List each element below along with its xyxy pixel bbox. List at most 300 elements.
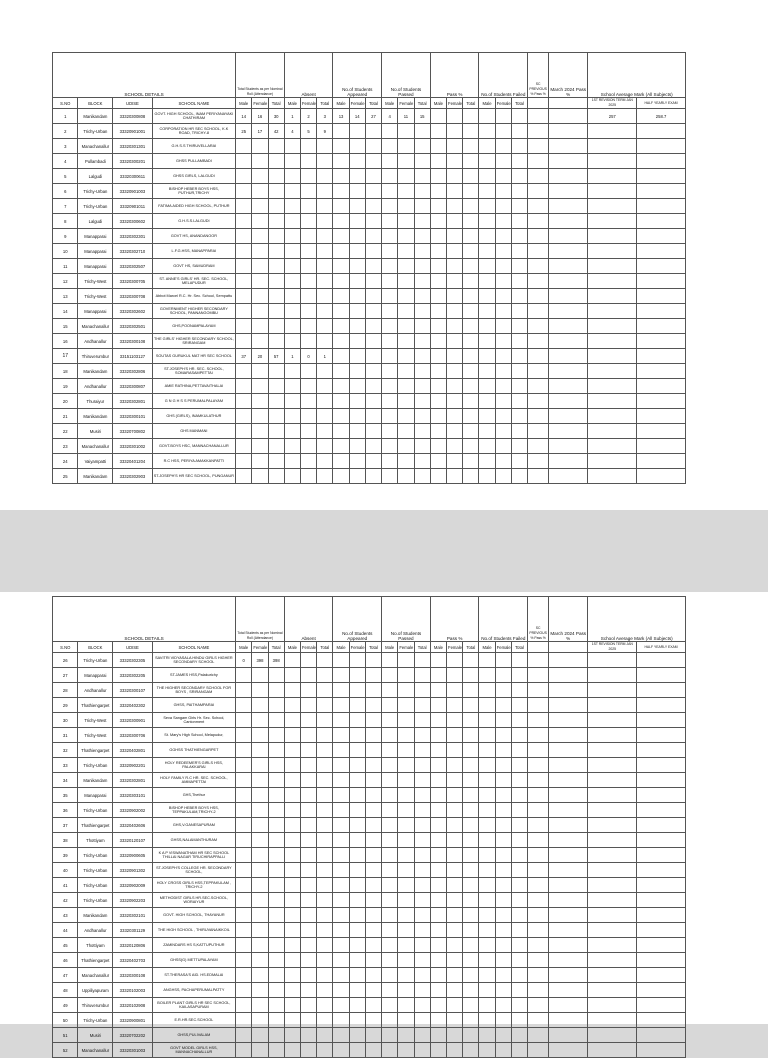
cell-ff	[495, 259, 511, 274]
cell-sno: 24	[53, 454, 78, 469]
cell-pf	[349, 683, 365, 698]
cell-sno: 28	[53, 683, 78, 698]
cell-qt	[414, 334, 430, 349]
cell-fm	[479, 818, 495, 833]
cell-ma	[588, 349, 637, 364]
cell-qm	[382, 893, 398, 908]
cell-at	[317, 364, 333, 379]
cell-tm	[236, 454, 252, 469]
cell-ff	[495, 409, 511, 424]
cell-udise: 33320402606	[113, 818, 152, 833]
table-row	[53, 893, 686, 908]
cell-rf	[447, 938, 463, 953]
cell-qf	[398, 653, 414, 668]
cell-name: METHODIST GIRLS HR.SEC.SCHOOL, WORAIYUR	[152, 893, 235, 908]
cell-rm	[430, 364, 446, 379]
cell-qt	[414, 848, 430, 863]
cell-am	[284, 953, 300, 968]
cell-rm	[430, 818, 446, 833]
cell-tt	[268, 683, 284, 698]
cell-pt	[365, 683, 381, 698]
cell-tm	[236, 848, 252, 863]
cell-qt	[414, 139, 430, 154]
cell-tm	[236, 1028, 252, 1043]
cell-tm	[236, 908, 252, 923]
cell-am	[284, 1013, 300, 1028]
cell-ma	[588, 758, 637, 773]
cell-qt: 15	[414, 109, 430, 124]
cell-mb	[637, 364, 686, 379]
cell-rt	[463, 109, 479, 124]
cell-udise: 33320302801	[113, 394, 152, 409]
cell-udise: 33320303101	[113, 788, 152, 803]
cell-name: ST.JOSEPH'S HR SEC SCHOOL, PUNGANUR	[152, 469, 235, 484]
cell-tf	[252, 683, 268, 698]
cell-rf	[447, 953, 463, 968]
cell-name: GHSS GIRLS, LALGUDI	[152, 169, 235, 184]
cell-pm	[333, 394, 349, 409]
cell-rt	[463, 758, 479, 773]
cell-qt	[414, 319, 430, 334]
cell-fm	[479, 683, 495, 698]
cell-qf	[398, 304, 414, 319]
table-row	[53, 199, 686, 214]
cell-pt	[365, 878, 381, 893]
cell-mb	[637, 424, 686, 439]
cell-pp	[528, 893, 549, 908]
cell-pm	[333, 788, 349, 803]
cell-rf	[447, 454, 463, 469]
table-row	[53, 244, 686, 259]
cell-rf	[447, 319, 463, 334]
cell-pt	[365, 469, 381, 484]
cell-ff	[495, 334, 511, 349]
cell-ff	[495, 668, 511, 683]
cell-at	[317, 139, 333, 154]
cell-qt	[414, 683, 430, 698]
cell-am	[284, 334, 300, 349]
cell-af	[300, 169, 316, 184]
cell-name: GHSS,NALAMANTHURAM	[152, 833, 235, 848]
cell-pp	[528, 169, 549, 184]
cell-am: 1	[284, 349, 300, 364]
cell-rf	[447, 274, 463, 289]
cell-am	[284, 139, 300, 154]
cell-rm	[430, 109, 446, 124]
cell-ft	[511, 364, 527, 379]
cell-ma	[588, 409, 637, 424]
cell-block: Manikandam	[78, 409, 113, 424]
cell-tt	[268, 154, 284, 169]
cell-pt	[365, 334, 381, 349]
cell-rf	[447, 334, 463, 349]
cell-march-2024	[549, 818, 588, 833]
cell-pf	[349, 758, 365, 773]
cell-tt: 398	[268, 653, 284, 668]
cell-tf	[252, 743, 268, 758]
cell-fm	[479, 124, 495, 139]
cell-af	[300, 773, 316, 788]
cell-name: GOVT MODEL GIRLS HSS, MANNACHANALLUR	[152, 1043, 235, 1058]
cell-fm	[479, 998, 495, 1013]
cell-ft	[511, 683, 527, 698]
cell-rt	[463, 668, 479, 683]
cell-at	[317, 394, 333, 409]
cell-pt	[365, 968, 381, 983]
cell-af	[300, 728, 316, 743]
cell-march-2024	[549, 139, 588, 154]
cell-tt	[268, 244, 284, 259]
cell-at	[317, 1043, 333, 1058]
cell-udise: 33320902009	[113, 878, 152, 893]
cell-qt	[414, 833, 430, 848]
cell-ft	[511, 169, 527, 184]
cell-fm	[479, 923, 495, 938]
cell-am	[284, 379, 300, 394]
cell-pp	[528, 274, 549, 289]
cell-fm	[479, 229, 495, 244]
cell-pm	[333, 698, 349, 713]
cell-ft	[511, 214, 527, 229]
cell-af	[300, 878, 316, 893]
cell-af	[300, 154, 316, 169]
cell-ma	[588, 304, 637, 319]
cell-name: St. Mary's High School, Melapudur,	[152, 728, 235, 743]
cell-qf	[398, 124, 414, 139]
cell-rm	[430, 758, 446, 773]
cell-tf	[252, 454, 268, 469]
cell-sno: 44	[53, 923, 78, 938]
cell-qf	[398, 364, 414, 379]
cell-pt	[365, 154, 381, 169]
cell-qf	[398, 319, 414, 334]
cell-rf	[447, 833, 463, 848]
cell-udise: 33320401204	[113, 454, 152, 469]
cell-mb	[637, 139, 686, 154]
cell-pf	[349, 199, 365, 214]
cell-ma	[588, 139, 637, 154]
cell-march-2024	[549, 653, 588, 668]
cell-tf	[252, 923, 268, 938]
cell-at	[317, 259, 333, 274]
cell-udise: 33320300705	[113, 274, 152, 289]
cell-qm	[382, 274, 398, 289]
female-header: Female	[398, 642, 414, 653]
results-table-page-1	[52, 52, 686, 484]
cell-tf	[252, 409, 268, 424]
cell-march-2024	[549, 274, 588, 289]
cell-sno: 18	[53, 364, 78, 379]
cell-tt	[268, 1043, 284, 1058]
cell-rt	[463, 274, 479, 289]
cell-sno: 35	[53, 788, 78, 803]
cell-pm	[333, 878, 349, 893]
cell-ft	[511, 244, 527, 259]
cell-block: Lalgudi	[78, 169, 113, 184]
cell-mb	[637, 983, 686, 998]
cell-march-2024	[549, 454, 588, 469]
cell-ft	[511, 938, 527, 953]
cell-pm	[333, 923, 349, 938]
cell-tt	[268, 424, 284, 439]
cell-sno: 13	[53, 289, 78, 304]
cell-ff	[495, 274, 511, 289]
absent-header: Absent	[284, 53, 333, 98]
cell-qf	[398, 1043, 414, 1058]
cell-ft	[511, 154, 527, 169]
mark-a-header: 1ST REVISION TERM JAN 2025	[588, 98, 637, 109]
cell-at	[317, 833, 333, 848]
male-header: Male	[333, 642, 349, 653]
cell-qt	[414, 439, 430, 454]
cell-tt: 57	[268, 349, 284, 364]
cell-at: 1	[317, 349, 333, 364]
cell-udise: 33320901001	[113, 124, 152, 139]
cell-ff	[495, 698, 511, 713]
cell-qt	[414, 154, 430, 169]
cell-qm	[382, 289, 398, 304]
cell-qm: 4	[382, 109, 398, 124]
cell-block: Trichy-West	[78, 289, 113, 304]
cell-tt	[268, 803, 284, 818]
cell-tm	[236, 728, 252, 743]
cell-rm	[430, 698, 446, 713]
cell-af: 2	[300, 109, 316, 124]
cell-at	[317, 668, 333, 683]
cell-ma	[588, 289, 637, 304]
cell-qm	[382, 743, 398, 758]
cell-march-2024	[549, 758, 588, 773]
cell-ff	[495, 454, 511, 469]
table-row	[53, 169, 686, 184]
cell-pp	[528, 1013, 549, 1028]
cell-mb	[637, 439, 686, 454]
cell-pf	[349, 439, 365, 454]
cell-march-2024	[549, 773, 588, 788]
cell-march-2024	[549, 1013, 588, 1028]
cell-mb	[637, 908, 686, 923]
cell-march-2024	[549, 848, 588, 863]
cell-block: Manapparai	[78, 668, 113, 683]
cell-fm	[479, 169, 495, 184]
passed-header: No.of Students Passed	[382, 53, 431, 98]
cell-sno: 31	[53, 728, 78, 743]
cell-ft	[511, 728, 527, 743]
cell-qt	[414, 424, 430, 439]
cell-rm	[430, 154, 446, 169]
cell-udise: 33320402302	[113, 698, 152, 713]
cell-mb	[637, 1043, 686, 1058]
female-header: Female	[495, 98, 511, 109]
cell-sno: 38	[53, 833, 78, 848]
cell-qm	[382, 469, 398, 484]
cell-ff	[495, 803, 511, 818]
cell-block: Trichy-Urban	[78, 803, 113, 818]
cell-tm	[236, 229, 252, 244]
cell-qf	[398, 394, 414, 409]
cell-af	[300, 199, 316, 214]
table-row	[53, 713, 686, 728]
cell-mb	[637, 758, 686, 773]
cell-mb	[637, 214, 686, 229]
cell-pm	[333, 773, 349, 788]
cell-tt	[268, 334, 284, 349]
cell-udise: 33320901011	[113, 199, 152, 214]
cell-name: SAVITRI VIDYASALA HINDU GIRLS HIGHER SECONDARY SCHOOL	[152, 653, 235, 668]
cell-pt	[365, 274, 381, 289]
cell-pp	[528, 469, 549, 484]
cell-tm	[236, 199, 252, 214]
cell-pp	[528, 968, 549, 983]
cell-rf	[447, 379, 463, 394]
cell-af	[300, 908, 316, 923]
cell-ma	[588, 334, 637, 349]
cell-pt	[365, 289, 381, 304]
march-2024-sub-header	[549, 98, 588, 109]
cell-qm	[382, 983, 398, 998]
cell-qt	[414, 773, 430, 788]
cell-tm	[236, 274, 252, 289]
cell-qm	[382, 653, 398, 668]
cell-fm	[479, 728, 495, 743]
cell-pm	[333, 409, 349, 424]
table-row	[53, 469, 686, 484]
cell-tm	[236, 998, 252, 1013]
cell-name: FATIMA AIDED HIGH SCHOOL, PUTHUR	[152, 199, 235, 214]
cell-rm	[430, 424, 446, 439]
cell-qt	[414, 653, 430, 668]
cell-fm	[479, 833, 495, 848]
udise-header: UDISE	[113, 642, 152, 653]
cell-rt	[463, 229, 479, 244]
cell-block: Manikandam	[78, 908, 113, 923]
total-header: Total	[268, 98, 284, 109]
cell-march-2024	[549, 878, 588, 893]
cell-pt	[365, 139, 381, 154]
cell-ff	[495, 983, 511, 998]
cell-pf	[349, 983, 365, 998]
cell-qm	[382, 938, 398, 953]
cell-tt	[268, 758, 284, 773]
table-row	[53, 259, 686, 274]
table-row	[53, 848, 686, 863]
cell-tf	[252, 1043, 268, 1058]
cell-pf	[349, 893, 365, 908]
cell-af	[300, 409, 316, 424]
cell-name: GHS (GIRLS), INAMKULATHUR	[152, 409, 235, 424]
cell-udise: 33320301301	[113, 139, 152, 154]
cell-tm	[236, 953, 252, 968]
cell-rt	[463, 923, 479, 938]
cell-ff	[495, 728, 511, 743]
cell-rt	[463, 1013, 479, 1028]
cell-rf	[447, 1013, 463, 1028]
cell-pm	[333, 743, 349, 758]
cell-pm	[333, 953, 349, 968]
cell-march-2024	[549, 923, 588, 938]
cell-sno: 47	[53, 968, 78, 983]
cell-ma	[588, 274, 637, 289]
cell-mb	[637, 154, 686, 169]
cell-ft	[511, 773, 527, 788]
cell-am	[284, 274, 300, 289]
cell-rt	[463, 169, 479, 184]
cell-pp	[528, 863, 549, 878]
cell-pp	[528, 743, 549, 758]
cell-af	[300, 848, 316, 863]
cell-fm	[479, 863, 495, 878]
cell-ff	[495, 758, 511, 773]
cell-rf	[447, 304, 463, 319]
cell-sno: 14	[53, 304, 78, 319]
cell-fm	[479, 1028, 495, 1043]
cell-pf	[349, 668, 365, 683]
male-header: Male	[430, 98, 446, 109]
cell-sno: 3	[53, 139, 78, 154]
cell-pf	[349, 848, 365, 863]
cell-tt	[268, 304, 284, 319]
cell-qf	[398, 818, 414, 833]
cell-pp	[528, 938, 549, 953]
cell-tm	[236, 863, 252, 878]
cell-ff	[495, 229, 511, 244]
table-row	[53, 743, 686, 758]
cell-qf	[398, 454, 414, 469]
cell-rf	[447, 818, 463, 833]
table-row	[53, 124, 686, 139]
cell-name: GHSS,PULIVALAM	[152, 1028, 235, 1043]
cell-udise: 33320302101	[113, 908, 152, 923]
cell-udise: 33320302602	[113, 304, 152, 319]
cell-fm	[479, 259, 495, 274]
cell-qm	[382, 1028, 398, 1043]
cell-name: ST.JOSEPH'S COLLEGE HR. SECONDARY SCHOOL,	[152, 863, 235, 878]
cell-name: GHS MANMANI	[152, 424, 235, 439]
cell-tf	[252, 424, 268, 439]
cell-rf	[447, 893, 463, 908]
cell-udise: 33320402801	[113, 743, 152, 758]
table-row	[53, 139, 686, 154]
cell-tt	[268, 938, 284, 953]
cell-tm	[236, 244, 252, 259]
cell-ft	[511, 1043, 527, 1058]
prev-pass-sub-header	[528, 98, 549, 109]
cell-name: GHS,V.GANESAPURAM	[152, 818, 235, 833]
cell-pm	[333, 379, 349, 394]
cell-mb	[637, 653, 686, 668]
cell-fm	[479, 364, 495, 379]
prev-pass-header: SC PREVIOUS % Pass %	[528, 53, 549, 98]
cell-pm	[333, 139, 349, 154]
cell-fm	[479, 908, 495, 923]
cell-tm	[236, 169, 252, 184]
cell-udise: 33320302801	[113, 773, 152, 788]
cell-pt	[365, 983, 381, 998]
table-row	[53, 773, 686, 788]
cell-tt	[268, 983, 284, 998]
cell-pf	[349, 1028, 365, 1043]
cell-pp	[528, 229, 549, 244]
table-row	[53, 154, 686, 169]
cell-ft	[511, 289, 527, 304]
cell-ma	[588, 379, 637, 394]
cell-af: 5	[300, 124, 316, 139]
cell-rt	[463, 409, 479, 424]
cell-rt	[463, 289, 479, 304]
cell-ft	[511, 998, 527, 1013]
cell-tm	[236, 259, 252, 274]
table-row	[53, 229, 686, 244]
